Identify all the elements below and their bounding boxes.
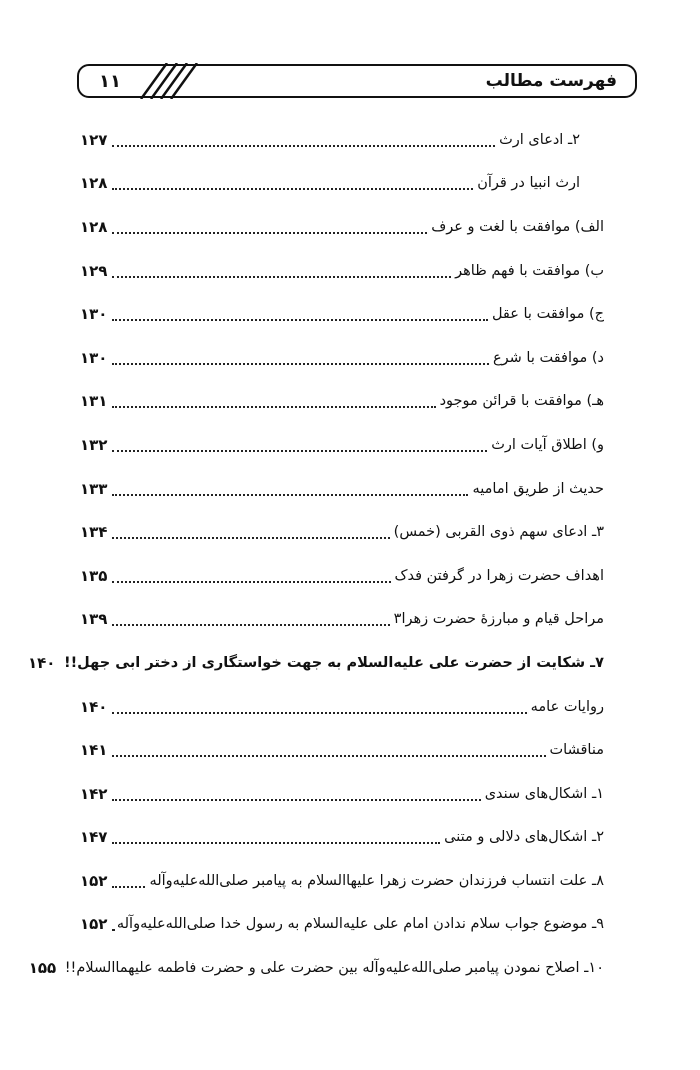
toc-entry[interactable]	[80, 554, 604, 598]
toc-entry-title: ۱ـ اشکال‌های سندی	[484, 785, 604, 802]
toc-dot-leader	[112, 799, 481, 801]
toc-entry[interactable]	[80, 859, 604, 903]
toc-entry-page: ۱۳۵	[80, 566, 108, 585]
toc-entry-title: ب) موافقت با فهم ظاهر	[455, 262, 604, 279]
toc-dot-leader	[112, 886, 145, 888]
toc-dot-leader	[112, 450, 487, 452]
toc-entry-page: ۱۴۷	[80, 828, 108, 847]
toc-entry-page: ۱۳۹	[80, 610, 108, 629]
toc-entry[interactable]	[28, 946, 604, 990]
toc-entry-page: ۱۵۵	[28, 959, 57, 978]
toc-entry[interactable]	[80, 380, 604, 424]
header-title: فهرست مطالب	[485, 71, 617, 91]
toc-dot-leader	[112, 712, 527, 714]
toc-entry-page: ۱۳۲	[80, 435, 108, 454]
toc-entry-title: ارث انبیا در قرآن	[477, 175, 580, 192]
toc-entry-title: ۸ـ علت انتساب فرزندان حضرت زهرا علیهاالسلام به پیامبر صلی‌الله‌علیه‌وآله	[149, 872, 604, 889]
toc-entry-title: الف) موافقت با لغت و عرف	[431, 218, 604, 235]
toc-entry[interactable]	[80, 728, 604, 772]
toc-dot-leader	[112, 929, 113, 931]
header-stripes-ornament	[131, 63, 221, 99]
toc-entry[interactable]	[80, 685, 604, 729]
toc-entry-title: ۳ـ ادعای سهم ذوی القربی (خمس)	[393, 524, 604, 541]
page-header	[77, 64, 637, 98]
toc-entry-title: حدیث از طریق امامیه	[472, 480, 604, 497]
toc-dot-leader	[112, 406, 436, 408]
toc-dot-leader	[112, 755, 546, 757]
toc-entry[interactable]	[80, 292, 604, 336]
toc-dot-leader	[112, 537, 390, 539]
toc-dot-leader	[112, 494, 468, 496]
toc-entry[interactable]	[80, 467, 604, 511]
toc-dot-leader	[112, 319, 488, 321]
table-of-contents	[27, 118, 604, 990]
toc-entry-title: ۲ـ اشکال‌های دلالی و متنی	[444, 829, 604, 846]
toc-entry-page: ۱۲۷	[80, 130, 108, 149]
toc-entry[interactable]	[80, 249, 604, 293]
toc-entry-page: ۱۴۰	[80, 697, 108, 716]
toc-entry-title: روایات عامه	[530, 698, 604, 715]
toc-entry-page: ۱۵۲	[80, 871, 108, 890]
toc-entry-title: ج) موافقت با عقل	[491, 306, 604, 323]
toc-entry[interactable]	[80, 816, 604, 860]
toc-entry-title: ۹ـ موضوع جواب سلام ندادن امام علی علیه‌السلام به رسول خدا صلی‌الله‌علیه‌وآله	[116, 916, 604, 933]
toc-entry-page: ۱۲۹	[80, 261, 108, 280]
toc-entry-page: ۱۲۸	[80, 217, 108, 236]
toc-entry-page: ۱۳۳	[80, 479, 108, 498]
toc-entry[interactable]	[80, 118, 604, 162]
toc-dot-leader	[112, 624, 390, 626]
toc-entry[interactable]	[80, 336, 604, 380]
toc-dot-leader	[112, 145, 495, 147]
toc-dot-leader	[112, 188, 473, 190]
toc-entry[interactable]	[80, 772, 604, 816]
toc-entry-page: ۱۲۸	[80, 174, 108, 193]
toc-entry-title: ۱۰ـ اصلاح نمودن پیامبر صلی‌الله‌علیه‌وآله بین حضرت علی و حضرت فاطمه علیهماالسلام!!	[64, 960, 604, 977]
toc-entry-title: د) موافقت با شرع	[493, 349, 604, 366]
toc-entry-page: ۱۳۰	[80, 305, 108, 324]
toc-entry-title: ۷ـ شکایت از حضرت علی علیه‌السلام به جهت خواستگاری از دختر ابی جهل!!	[63, 654, 604, 671]
toc-entry-title: مناقشات	[549, 742, 604, 759]
toc-dot-leader	[112, 581, 391, 583]
toc-entry-page: ۱۴۱	[80, 741, 108, 760]
toc-dot-leader	[112, 276, 451, 278]
toc-entry-page: ۱۳۱	[80, 392, 108, 411]
toc-entry-title: هـ) موافقت با قرائن موجود	[439, 393, 604, 410]
toc-dot-leader	[112, 363, 489, 365]
toc-entry-title: و) اطلاق آیات ارث	[491, 436, 604, 453]
toc-entry-page: ۱۴۲	[80, 784, 108, 803]
toc-entry[interactable]	[80, 162, 604, 206]
toc-entry[interactable]	[80, 598, 604, 642]
toc-entry-page: ۱۴۰	[27, 653, 56, 672]
toc-entry[interactable]	[27, 641, 604, 685]
toc-entry[interactable]	[80, 510, 604, 554]
toc-dot-leader	[112, 232, 427, 234]
toc-entry-page: ۱۳۰	[80, 348, 108, 367]
toc-entry[interactable]	[80, 205, 604, 249]
toc-entry-page: ۱۳۴	[80, 523, 108, 542]
toc-dot-leader	[112, 842, 440, 844]
toc-entry-title: ۲ـ ادعای ارث	[499, 131, 580, 148]
toc-entry[interactable]	[80, 423, 604, 467]
header-page-number: ۱۱	[99, 71, 121, 92]
toc-entry[interactable]	[80, 903, 604, 947]
toc-entry-title: مراحل قیام و مبارزۀ حضرت زهرا۳	[393, 611, 604, 628]
toc-entry-page: ۱۵۲	[80, 915, 108, 934]
toc-entry-title: اهداف حضرت زهرا در گرفتن فدک	[394, 567, 604, 584]
